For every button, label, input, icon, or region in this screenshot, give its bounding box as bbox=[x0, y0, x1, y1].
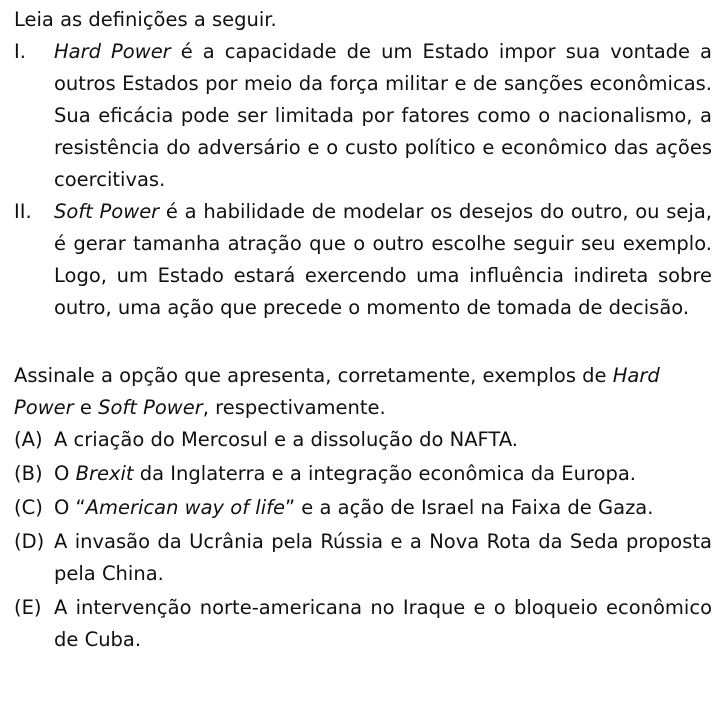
option-marker: (C) bbox=[14, 496, 43, 519]
option-text-emphasis: American way of life bbox=[85, 496, 285, 519]
option-text-before: O bbox=[54, 462, 76, 485]
option-text bbox=[54, 458, 712, 490]
definition-body: é a habilidade de modelar os desejos do outro, ou seja, é gerar tamanha atração que o outro escolhe seguir seu exemplo. Logo, um Estado estará exercendo uma influência indireta sobre outro, uma ação que precede o momento de tomada de decisão. bbox=[54, 200, 712, 319]
definition-marker: II. bbox=[14, 200, 32, 223]
definition-marker: I. bbox=[14, 40, 26, 63]
option-c[interactable] bbox=[14, 492, 712, 524]
option-a[interactable] bbox=[14, 424, 712, 456]
option-text: A criação do Mercosul e a dissolução do NAFTA. bbox=[54, 428, 519, 451]
definition-term: Hard Power bbox=[54, 40, 171, 63]
option-marker: (A) bbox=[14, 428, 43, 451]
option-marker: (B) bbox=[14, 462, 43, 485]
option-text-after: ” e a ação de Israel na Faixa de Gaza. bbox=[284, 496, 654, 519]
definition-text bbox=[54, 36, 712, 196]
option-b[interactable] bbox=[14, 458, 712, 490]
definitions-list bbox=[14, 36, 712, 324]
spacer bbox=[14, 324, 712, 360]
question-stem bbox=[14, 360, 712, 424]
option-text: A invasão da Ucrânia pela Rússia e a Nova Rota da Seda proposta pela China. bbox=[54, 530, 712, 585]
option-text-after: da Inglaterra e a integração econômica da Europa. bbox=[133, 462, 637, 485]
option-text bbox=[54, 492, 712, 524]
question-term-soft: Soft Power bbox=[98, 396, 203, 419]
intro-text: Leia as definições a seguir. bbox=[14, 8, 277, 31]
definition-body: é a capacidade de um Estado impor sua vontade a outros Estados por meio da força militar e de sanções econômicas. Sua eficácia pode ser limitada por fatores como o nacionalismo, a resistência do adversário e o custo político e econômico das ações coercitivas. bbox=[54, 40, 713, 191]
option-text-before: O “ bbox=[54, 496, 86, 519]
option-text: A intervenção norte-americana no Iraque e o bloqueio econômico de Cuba. bbox=[54, 596, 712, 651]
option-marker: (E) bbox=[14, 596, 42, 619]
option-e[interactable] bbox=[14, 592, 712, 656]
definition-item-2 bbox=[14, 196, 712, 324]
option-text-emphasis: Brexit bbox=[75, 462, 134, 485]
option-d[interactable] bbox=[14, 526, 712, 590]
definition-term: Soft Power bbox=[54, 200, 160, 223]
answer-options bbox=[14, 424, 712, 656]
option-marker: (D) bbox=[14, 530, 45, 553]
question-before: Assinale a opção que apresenta, corretamente, exemplos de bbox=[14, 364, 613, 387]
question-middle: e bbox=[73, 396, 99, 419]
definition-text bbox=[54, 196, 712, 324]
question-after: , respectivamente. bbox=[202, 396, 386, 419]
definition-item-1 bbox=[14, 36, 712, 196]
question-term-hard: Hard Power bbox=[14, 364, 660, 419]
